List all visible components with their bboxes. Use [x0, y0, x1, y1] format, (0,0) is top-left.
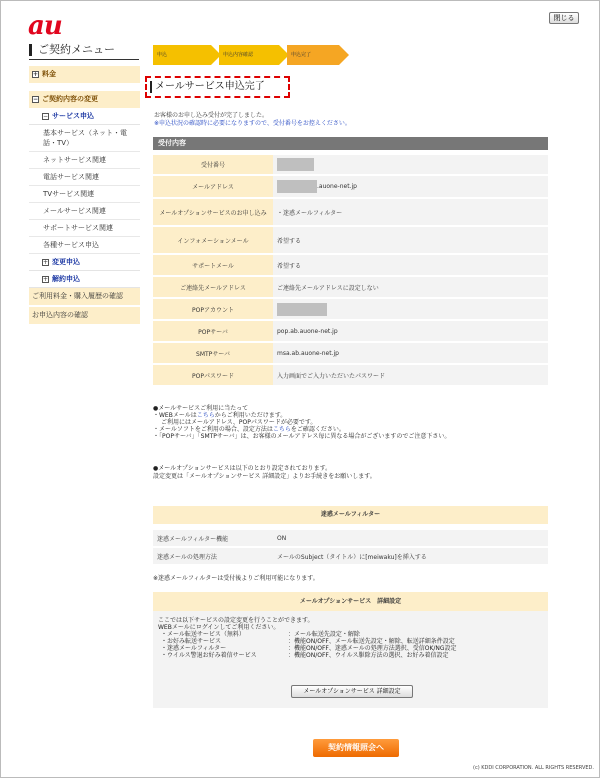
table-row	[153, 343, 548, 363]
option-name: ・迷惑メールフィルター	[161, 645, 227, 652]
row-label: POPサーバ	[153, 321, 273, 341]
option-name: ・メール転送サービス（無料）	[161, 631, 245, 638]
webmail-link[interactable]: こちら	[196, 412, 215, 419]
row-value: メールのSubject（タイトル）に[meiwaku]を挿入する	[273, 548, 548, 564]
row-value: 希望する	[273, 255, 548, 275]
sidebar-title: ご契約メニュー	[29, 44, 115, 56]
sidebar-item-net-service[interactable]: ネットサービス関連	[29, 152, 140, 169]
note-line: ●メールオプションサービスは以下のとおり設定されております。	[153, 465, 332, 472]
option-notes	[153, 465, 376, 481]
table-row	[153, 530, 548, 546]
row-label: SMTPサーバ	[153, 343, 273, 363]
option-desc: ：メール転送先設定・解除	[288, 631, 360, 638]
masked-value	[277, 158, 314, 171]
close-button[interactable]: 閉じる	[549, 12, 579, 24]
step-apply: 申込	[153, 45, 211, 65]
intro-text: お客様のお申し込み受付が完了しました。	[154, 112, 269, 119]
note-line: ご利用にはメールアドレス、POPパスワードが必要です。	[161, 419, 317, 426]
sidebar-item-usage[interactable]: ご利用料金・購入履歴の確認	[29, 288, 140, 305]
sidebar-item-contract-change[interactable]: − ご契約内容の変更	[29, 91, 140, 108]
row-value: msa.ab.auone-net.jp	[273, 343, 548, 363]
table-row	[153, 365, 548, 385]
row-label: インフォメーションメール	[153, 227, 273, 253]
row-label: POPパスワード	[153, 365, 273, 385]
option-name: ・ウイルス警退お好み着信サービス	[161, 652, 257, 659]
sidebar-item-modify-apply[interactable]: + 変更申込	[29, 254, 140, 271]
note-line: ・WEBメールは	[153, 412, 197, 419]
option-desc: ：機能ON/OFF、メール転送先設定・解除、転送詳細条件設定	[288, 638, 455, 645]
intro-message	[154, 112, 351, 128]
sidebar-item-support-service[interactable]: サポートサービス関連	[29, 220, 140, 237]
option-desc: ：機能ON/OFF、ウイルス駆除方法の選択、お好み着信設定	[288, 652, 449, 659]
option-desc: ：機能ON/OFF、迷惑メールの処理方法選択、受信OK/NG設定	[288, 645, 457, 652]
filter-note: ※迷惑メールフィルターは受付後よりご利用可能になります。	[153, 575, 319, 582]
value-text: .auone-net.jp	[317, 183, 357, 190]
note-line: ・「POPサーバ」「SMTPサーバ」は、お客様のメールアドレス毎に異なる場合がございますのでご注意下さい。	[153, 433, 451, 440]
sidebar-item-various-apply[interactable]: 各種サービス申込	[29, 237, 140, 254]
collapse-minus-icon: −	[33, 95, 39, 103]
table-row	[153, 321, 548, 341]
row-value: ・迷惑メールフィルター	[273, 199, 548, 225]
row-label: 受付番号	[153, 155, 273, 174]
row-label: 迷惑メールフィルター機能	[153, 530, 273, 546]
contract-info-button[interactable]: 契約情報照会へ	[313, 739, 399, 757]
row-label: メールオプションサービスのお申し込み	[153, 199, 273, 225]
sidebar-item-mail-service[interactable]: メールサービス関連	[29, 203, 140, 220]
reception-table	[153, 153, 548, 387]
au-logo[interactable]: au	[28, 11, 62, 41]
table-row	[153, 176, 548, 197]
sidebar-item-basic-service[interactable]: 基本サービス（ネット・電話・TV）	[29, 125, 140, 152]
sidebar-item-tv-service[interactable]: TVサービス関連	[29, 186, 140, 203]
table-row	[153, 299, 548, 319]
step-complete: 申込完了	[287, 45, 339, 65]
table-row	[153, 155, 548, 174]
row-value: 入力画面でご入力いただいたパスワード	[273, 365, 548, 385]
step-confirm: 申込内容確認	[219, 45, 279, 65]
masked-value	[277, 303, 327, 316]
filter-heading: 迷惑メールフィルター	[153, 506, 548, 524]
options-intro: ここでは以下サービスの設定変更を行うことができます。	[158, 617, 314, 624]
expand-plus-icon: +	[33, 70, 39, 78]
row-label: サポートメール	[153, 255, 273, 275]
note-line: 設定変更は「メールオプションサービス 詳細設定」よりお手続きをお願いします。	[153, 473, 376, 480]
collapse-minus-icon: −	[43, 112, 49, 120]
row-value	[273, 155, 548, 174]
row-label: POPアカウント	[153, 299, 273, 319]
sidebar-item-phone-service[interactable]: 電話サービス関連	[29, 169, 140, 186]
note-line: からご利用いただけます。	[214, 412, 287, 419]
mail-usage-notes	[153, 405, 548, 440]
list-item	[158, 645, 543, 652]
sidebar-item-service-apply[interactable]: − サービス申込	[29, 108, 140, 125]
note-line: をご確認ください。	[290, 426, 345, 433]
table-row	[153, 227, 548, 253]
page-title: メールサービス申込完了	[145, 76, 290, 98]
row-label: ご連絡先メールアドレス	[153, 277, 273, 297]
note-line: ●メールサービスご利用に当たって	[153, 405, 249, 412]
row-value	[273, 299, 548, 319]
list-item	[158, 652, 543, 659]
list-item	[158, 638, 543, 645]
expand-plus-icon: +	[43, 258, 49, 266]
row-label: 迷惑メールの処理方法	[153, 548, 273, 564]
filter-table	[153, 528, 548, 566]
option-settings-button[interactable]: メールオプションサービス 詳細設定	[291, 685, 413, 698]
note-line: ・メールソフトをご利用の場合、設定方法は	[153, 426, 273, 433]
sidebar-item-cancel-apply[interactable]: + 解約申込	[29, 271, 140, 288]
intro-note: ※申込状況の確認時に必要になりますので、受付番号をお控えください。	[154, 120, 351, 127]
masked-value	[277, 180, 317, 193]
table-row	[153, 548, 548, 564]
row-value	[273, 176, 548, 197]
sidebar-item-apply-confirm[interactable]: お申込内容の確認	[29, 307, 140, 324]
reception-heading: 受付内容	[153, 137, 548, 150]
options-intro: WEBメールにログインしてご利用ください。	[158, 624, 280, 631]
row-value: ON	[273, 530, 548, 546]
list-item	[158, 631, 543, 638]
option-name: ・お好み転送サービス	[161, 638, 222, 645]
copyright: (c) KDDI CORPORATION. ALL RIGHTS RESERVED.	[473, 765, 594, 771]
table-row	[153, 255, 548, 275]
table-row	[153, 199, 548, 225]
row-value: ご連絡先メールアドレスに設定しない	[273, 277, 548, 297]
row-value: 希望する	[273, 227, 548, 253]
sidebar-title-underline	[29, 59, 139, 60]
row-value: pop.ab.auone-net.jp	[273, 321, 548, 341]
mail-settings-link[interactable]: こちら	[272, 426, 291, 433]
sidebar-item-charges[interactable]: + 料金	[29, 66, 140, 83]
row-label: メールアドレス	[153, 176, 273, 197]
options-heading: メールオプションサービス 詳細設定	[153, 592, 548, 611]
expand-plus-icon: +	[43, 275, 49, 283]
table-row	[153, 277, 548, 297]
